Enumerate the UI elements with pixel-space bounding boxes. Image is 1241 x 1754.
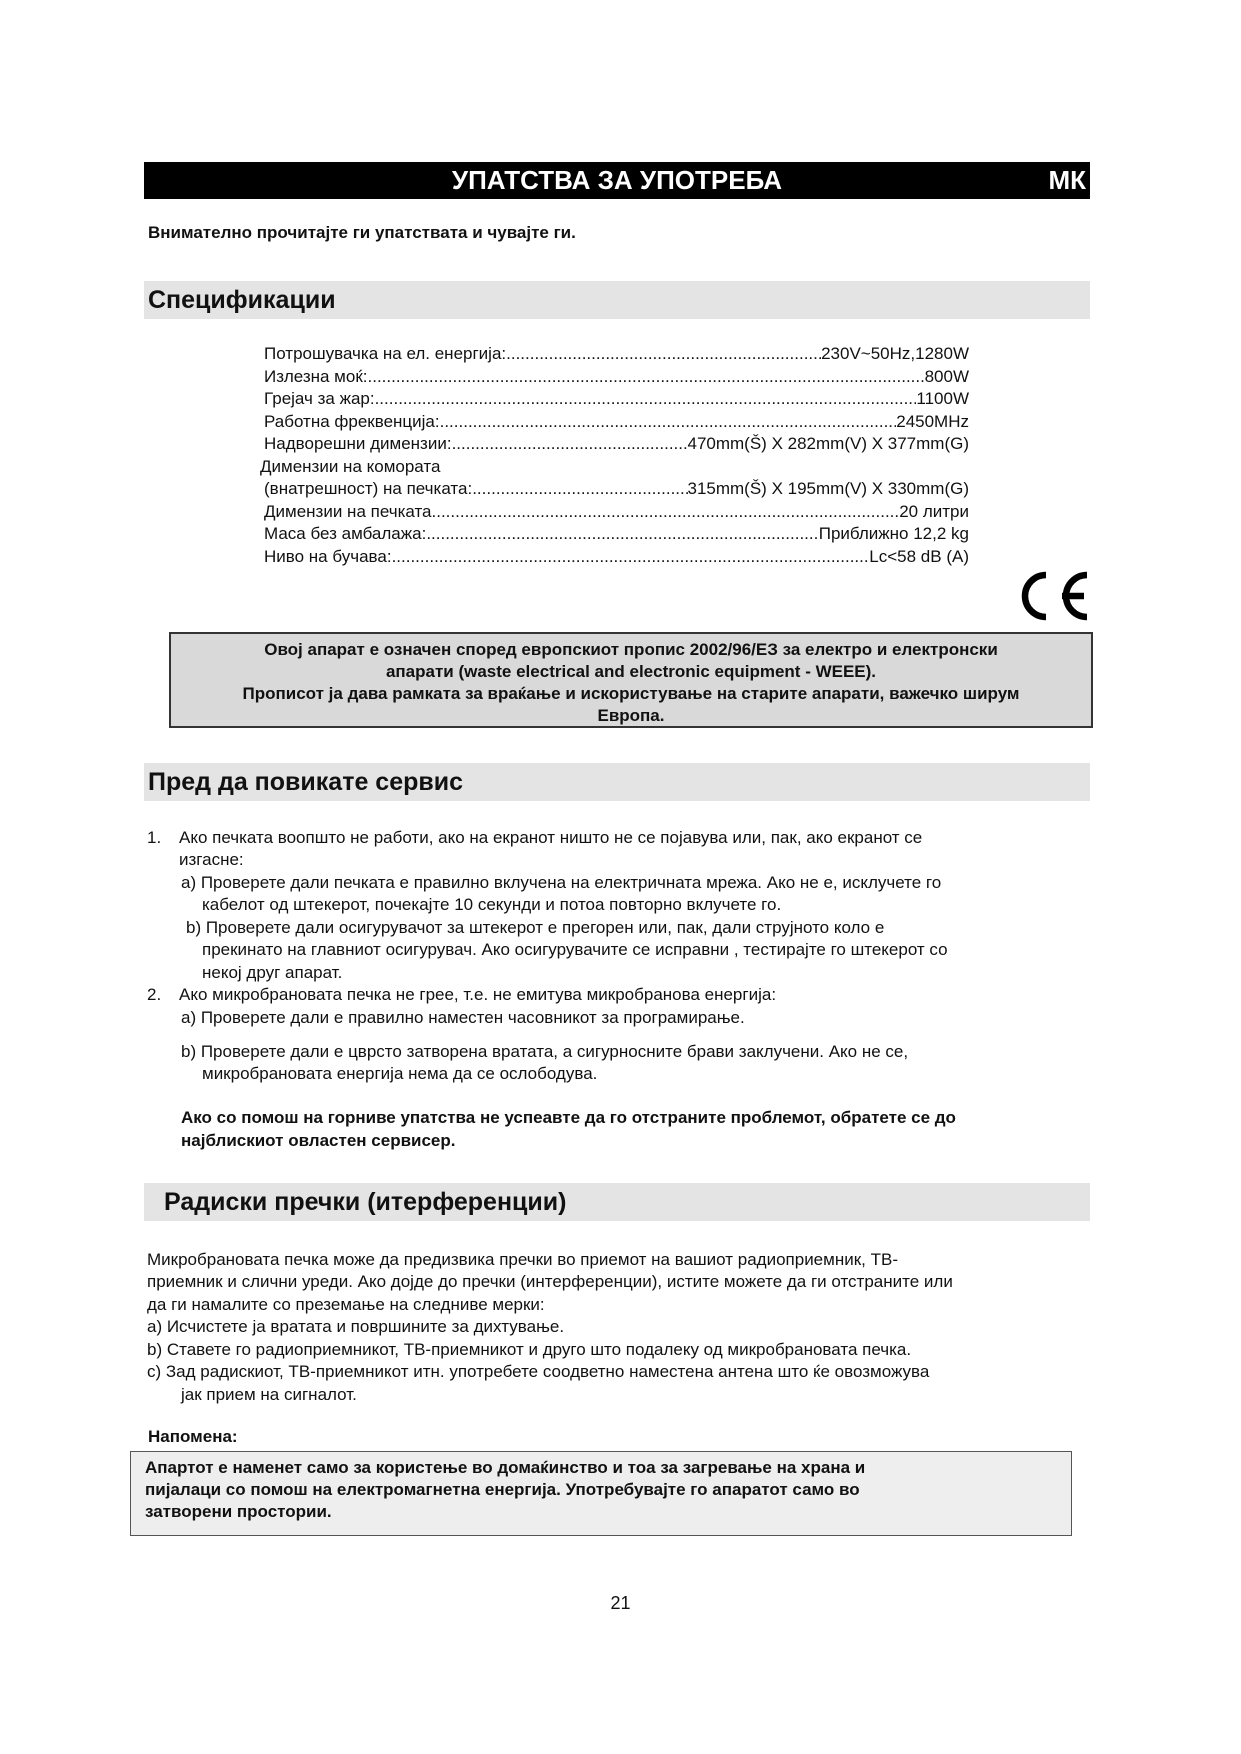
list-item-text: изгасне: xyxy=(179,850,244,869)
spec-row xyxy=(264,523,969,545)
spec-row xyxy=(264,478,969,500)
spec-label: Димензии на печката xyxy=(264,502,432,521)
list-subitem-text: кабелот од штекерот, почекајте 10 секунди и потоа повторно вклучете го. xyxy=(202,895,782,914)
service-closing-text: најблискиот овластен сервисер. xyxy=(181,1131,456,1150)
spec-value: 1100W xyxy=(916,389,969,408)
note-label: Напомена: xyxy=(148,1427,238,1446)
list-item-text: c) Зад радискиот, ТВ-приемникот итн. употребете соодветно наместена антена што ќе овозможува xyxy=(147,1362,930,1381)
list-item-text: Ако печката воопшто не работи, ако на екранот ништо не се појавува или, пак, ако екранот се xyxy=(179,828,923,847)
weee-line: Прописот ја дава рамката за враќање и искористување на старите апарати, важечко ширум xyxy=(242,684,1020,703)
intro-text: Внимателно прочитајте ги упатствата и чувајте ги. xyxy=(148,223,576,242)
list-item-text: a) Исчистете ја вратата и површините за дихтување. xyxy=(147,1317,565,1336)
spec-value: Приближно 12,2 kg xyxy=(818,524,969,543)
page-number: 21 xyxy=(610,1593,631,1613)
spec-label: Димензии на комората xyxy=(260,457,441,476)
weee-line: Овој апарат е означен според европскиот пропис 2002/96/ЕЗ за електро и електронски xyxy=(264,640,998,659)
spec-value: 800W xyxy=(924,367,969,386)
spec-row xyxy=(264,546,969,568)
service-closing-text: Ако со помош на горниве упатства не успеавте да го отстраните проблемот, обратете се до xyxy=(181,1108,956,1127)
spec-label: Излезна моќ: xyxy=(264,367,368,386)
list-item-text: b) Ставете го радиоприемникот, ТВ-приемникот и друго што подалеку од микробрановата печка. xyxy=(147,1340,912,1359)
title-bar xyxy=(144,162,1090,199)
spec-label: Потрошувачка на ел. енергија: xyxy=(264,344,507,363)
section-heading-service: Пред да повикате сервис xyxy=(144,763,1090,801)
note-line: пијалаци со помош на електромагнетна енергија. Употребувајте го апаратот само во xyxy=(145,1480,860,1499)
list-number: 1. xyxy=(147,828,162,847)
spec-row xyxy=(264,433,969,455)
list-subitem-text: микробрановата енергија нема да се ослободува. xyxy=(202,1064,598,1083)
paragraph-line: Микробрановата печка може да предизвика пречки во приемот на вашиот радиоприемник, ТВ- xyxy=(147,1250,898,1269)
spec-value: Lc<58 dB (A) xyxy=(869,547,969,566)
spec-label: Ниво на бучава: xyxy=(264,547,392,566)
list-subitem-text: b) Проверете дали осигурувачот за штекерот е прегорен или, пак, дали струјното коло е xyxy=(186,918,885,937)
spec-label: Маса без амбалажа: xyxy=(264,524,427,543)
page-title: УПАТСТВА ЗА УПОТРЕБА xyxy=(451,165,783,195)
spec-value: 20 литри xyxy=(899,502,969,521)
list-item-text: Ако микробрановата печка не грее, т.е. не емитува микробранова енергија: xyxy=(179,985,777,1004)
spec-value: 230V~50Hz,1280W xyxy=(821,344,969,363)
spec-value: 315mm(Š) X 195mm(V) X 330mm(G) xyxy=(687,479,969,498)
weee-line: апарати (waste electrical and electronic equipment - WEEE). xyxy=(385,662,877,681)
list-subitem-text: прекинато на главниот осигурувач. Ако осигурувачите се исправни , тестирајте го штекерот со xyxy=(202,940,948,959)
spec-row xyxy=(264,411,969,433)
weee-notice-box xyxy=(169,632,1093,728)
section-heading-specifications: Спецификации xyxy=(144,281,1090,319)
note-box xyxy=(130,1451,1072,1536)
note-line: затворени простории. xyxy=(145,1502,332,1521)
spec-row xyxy=(264,366,969,388)
list-item-text: јак прием на сигналот. xyxy=(181,1385,357,1404)
spec-value: 470mm(Š) X 282mm(V) X 377mm(G) xyxy=(687,434,969,453)
spec-label: Работна фреквенција: xyxy=(264,412,440,431)
paragraph-line: да ги намалите со преземање на следниве мерки: xyxy=(147,1295,545,1314)
spec-row xyxy=(264,501,969,523)
ce-mark-icon xyxy=(1014,568,1090,624)
language-code: МК xyxy=(1048,165,1086,195)
list-subitem-text: a) Проверете дали печката е правилно вклучена на електричната мрежа. Ако не е, исклучете го xyxy=(181,873,942,892)
section-heading-radio: Радиски пречки (итерференции) xyxy=(144,1183,1090,1221)
list-subitem-text: a) Проверете дали е правилно наместен часовникот за програмирање. xyxy=(181,1008,745,1027)
list-number: 2. xyxy=(147,985,162,1004)
spec-value: 2450MHz xyxy=(896,412,969,431)
list-subitem-text: b) Проверете дали е цврсто затворена вратата, а сигурносните брави заклучени. Ако не се, xyxy=(181,1042,909,1061)
note-line: Апартот е наменет само за користење во домаќинство и тоа за загревање на храна и xyxy=(145,1458,866,1477)
spec-label: Грејач за жар: xyxy=(264,389,375,408)
spec-row xyxy=(264,343,969,365)
list-subitem-text: некој друг апарат. xyxy=(202,963,343,982)
spec-row xyxy=(264,388,969,410)
spec-label: Надворешни димензии: xyxy=(264,434,452,453)
spec-label: (внатрешност) на печката: xyxy=(264,479,473,498)
paragraph-line: приемник и слични уреди. Ако дојде до пречки (интерференции), истите можете да ги отстраните или xyxy=(147,1272,953,1291)
weee-line: Европа. xyxy=(597,706,665,725)
